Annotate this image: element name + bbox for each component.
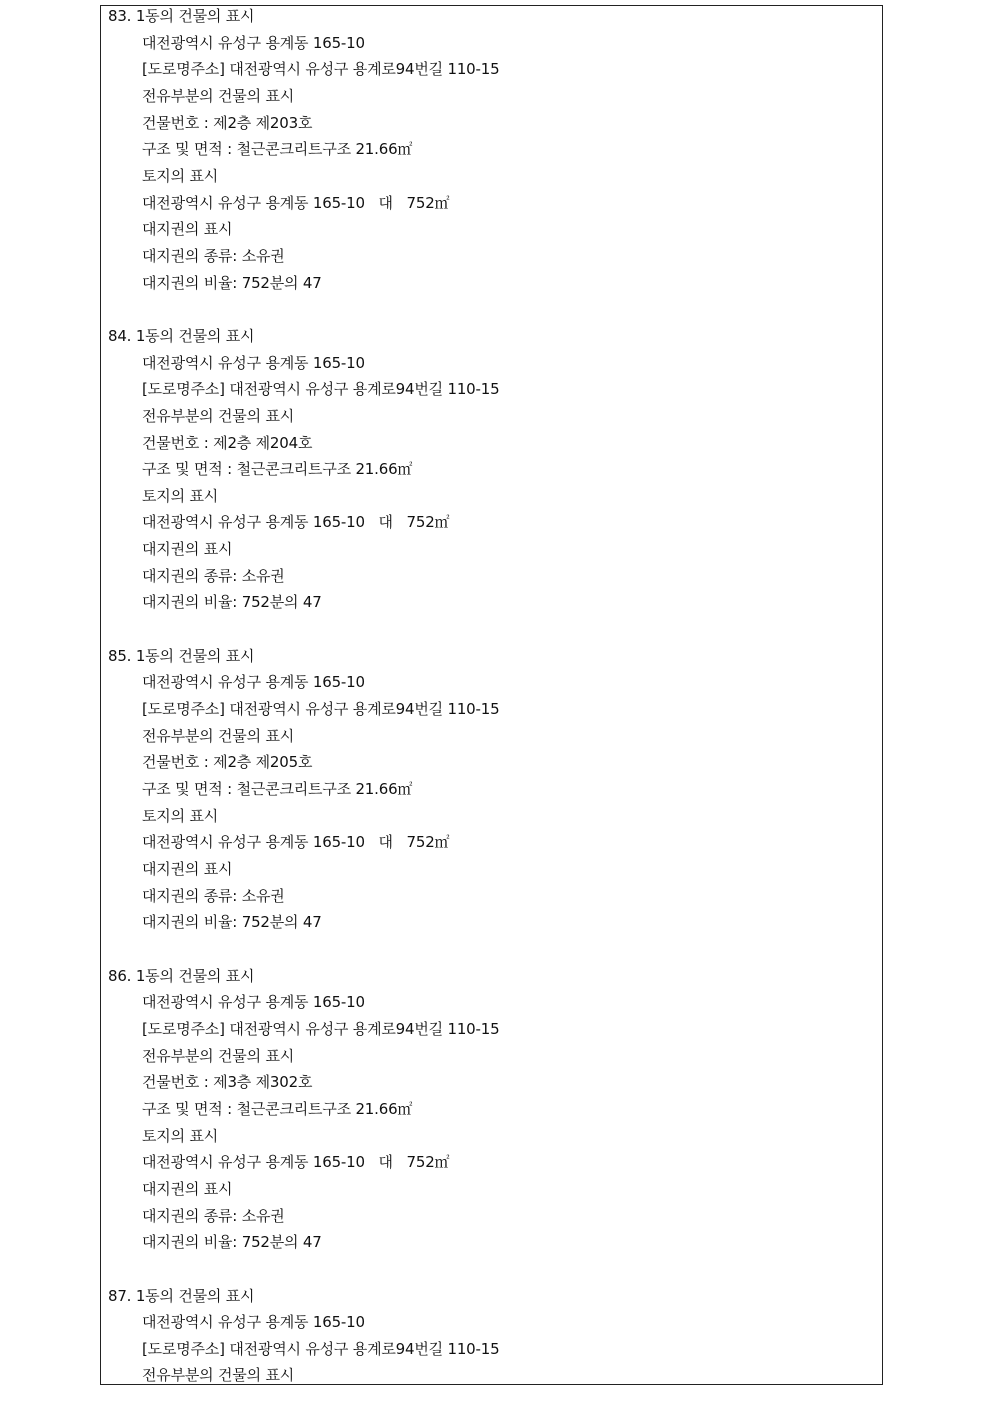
land-title: 토지의 표시 (142, 1126, 219, 1145)
structure-area: 구조 및 면적 : 철근콘크리트구조 21.66㎡ (142, 460, 413, 479)
road-address: [도로명주소] 대전광역시 유성구 용계로94번길 110-15 (142, 700, 500, 719)
land-right-type: 대지권의 종류: 소유권 (142, 246, 285, 265)
entry-heading: 84. 1동의 건물의 표시 (108, 326, 255, 345)
structure-area: 구조 및 면적 : 철근콘크리트구조 21.66㎡ (142, 140, 413, 159)
entry-spacer (101, 616, 882, 643)
land-right-title: 대지권의 표시 (142, 860, 233, 878)
land-right-type: 대지권의 종류: 소유권 (142, 886, 285, 905)
property-entry (101, 1283, 882, 1386)
building-number: 건물번호 : 제2층 제203호 (142, 113, 313, 132)
land-right-title: 대지권의 표시 (142, 220, 233, 239)
property-entry (101, 323, 882, 643)
land-title: 토지의 표시 (142, 806, 219, 825)
land-detail: 대전광역시 유성구 용계동 165-10 대 752㎡ (142, 513, 450, 532)
land-address: 대전광역시 유성구 용계동 165-10 (142, 673, 365, 692)
land-address: 대전광역시 유성구 용계동 165-10 (142, 33, 365, 52)
road-address: [도로명주소] 대전광역시 유성구 용계로94번길 110-15 (142, 380, 500, 399)
road-address: [도로명주소] 대전광역시 유성구 용계로94번길 110-15 (142, 60, 500, 79)
exclusive-part-title: 전유부분의 건물의 표시 (142, 86, 295, 105)
entry-spacer (101, 296, 882, 323)
building-number: 건물번호 : 제2층 제204호 (142, 433, 313, 452)
land-right-title: 대지권의 표시 (142, 1179, 233, 1198)
structure-area: 구조 및 면적 : 철근콘크리트구조 21.66㎡ (142, 1099, 413, 1118)
land-detail: 대전광역시 유성구 용계동 165-10 대 752㎡ (142, 1153, 450, 1172)
land-right-ratio: 대지권의 비율: 752분의 47 (142, 913, 322, 932)
land-right-ratio: 대지권의 비율: 752분의 47 (142, 593, 322, 612)
road-address: [도로명주소] 대전광역시 유성구 용계로94번길 110-15 (142, 1019, 500, 1038)
land-address: 대전광역시 유성구 용계동 165-10 (142, 993, 365, 1012)
exclusive-part-title: 전유부분의 건물의 표시 (142, 1366, 295, 1385)
entry-heading: 83. 1동의 건물의 표시 (108, 7, 255, 25)
exclusive-part-title: 전유부분의 건물의 표시 (142, 726, 295, 745)
entry-heading: 86. 1동의 건물의 표시 (108, 966, 255, 985)
property-entry (101, 963, 882, 1283)
entry-spacer (101, 936, 882, 963)
entry-heading: 85. 1동의 건물의 표시 (108, 646, 255, 665)
land-detail: 대전광역시 유성구 용계동 165-10 대 752㎡ (142, 193, 450, 212)
land-right-title: 대지권의 표시 (142, 540, 233, 559)
document-frame (100, 5, 883, 1385)
land-right-ratio: 대지권의 비율: 752분의 47 (142, 273, 322, 292)
land-address: 대전광역시 유성구 용계동 165-10 (142, 353, 365, 372)
land-right-type: 대지권의 종류: 소유권 (142, 1206, 285, 1225)
road-address: [도로명주소] 대전광역시 유성구 용계로94번길 110-15 (142, 1339, 500, 1358)
building-number: 건물번호 : 제2층 제205호 (142, 753, 313, 772)
building-number: 건물번호 : 제3층 제302호 (142, 1073, 313, 1092)
entry-heading: 87. 1동의 건물의 표시 (108, 1286, 255, 1305)
land-address: 대전광역시 유성구 용계동 165-10 (142, 1313, 365, 1332)
exclusive-part-title: 전유부분의 건물의 표시 (142, 406, 295, 425)
exclusive-part-title: 전유부분의 건물의 표시 (142, 1046, 295, 1065)
land-title: 토지의 표시 (142, 486, 219, 505)
land-right-type: 대지권의 종류: 소유권 (142, 566, 285, 585)
property-entry (101, 5, 882, 323)
entry-spacer (101, 1256, 882, 1283)
structure-area: 구조 및 면적 : 철근콘크리트구조 21.66㎡ (142, 780, 413, 799)
property-list (101, 6, 882, 1385)
land-title: 토지의 표시 (142, 166, 219, 185)
land-detail: 대전광역시 유성구 용계동 165-10 대 752㎡ (142, 833, 450, 852)
property-entry (101, 643, 882, 963)
land-right-ratio: 대지권의 비율: 752분의 47 (142, 1233, 322, 1252)
